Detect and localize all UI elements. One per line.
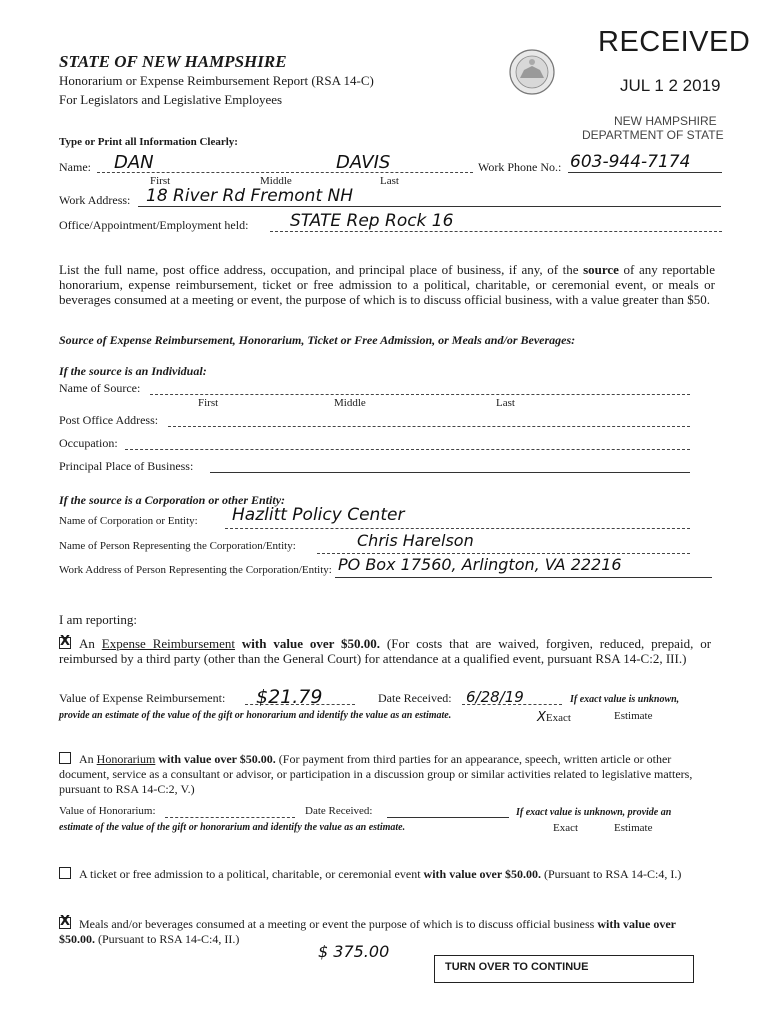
received-date: JUL 1 2 2019 xyxy=(620,76,721,95)
corporation-name-line xyxy=(225,528,690,529)
meals-value: $ 375.00 xyxy=(318,942,390,961)
representative-label: Name of Person Representing the Corporation/Entity: xyxy=(59,540,296,552)
office-line xyxy=(270,231,722,232)
turn-over-box xyxy=(434,955,694,983)
expense-checkbox[interactable] xyxy=(59,637,71,649)
form-subtitle-2: For Legislators and Legislative Employees xyxy=(59,92,283,107)
ticket-option: A ticket or free admission to a political, charitable, or ceremonial event with value over $50.00. (Pursuant to RSA 14-C:4, I.) xyxy=(59,867,711,882)
turn-over-text: TURN OVER TO CONTINUE xyxy=(445,961,589,973)
honorarium-unknown-note: If exact value is unknown, provide an xyxy=(516,807,672,818)
instructions: Type or Print all Information Clearly: xyxy=(59,136,238,148)
last-label: Last xyxy=(380,175,399,187)
honorarium-date-label: Date Received: xyxy=(305,805,373,817)
honorarium-estimate-option[interactable]: Estimate xyxy=(614,822,653,834)
meals-checkbox[interactable] xyxy=(59,917,71,929)
first-name-value: DAN xyxy=(114,152,154,173)
stamp-dept-line2: DEPARTMENT OF STATE xyxy=(582,128,724,142)
honorarium-checkbox[interactable] xyxy=(59,752,71,764)
occupation-line xyxy=(125,449,690,450)
work-address-line xyxy=(138,206,721,207)
expense-date-value: 6/28/19 xyxy=(466,688,524,706)
last-name-value: DAVIS xyxy=(336,152,391,173)
source-name-label: Name of Source: xyxy=(59,381,141,395)
rep-address-line xyxy=(335,577,712,578)
expense-unknown-note: If exact value is unknown, xyxy=(570,694,680,705)
representative-line xyxy=(317,553,690,554)
po-address-label: Post Office Address: xyxy=(59,413,159,427)
work-address-value: 18 River Rd Fremont NH xyxy=(146,186,354,206)
expense-option: XAn Expense Reimbursement with value over $50.00. (For costs that are waived, forgiven, reduced, prepaid, or reimbursed by a third party (other than the General Court) for attendance at a qualified event, pursuant RSA 14-C:2, III.) xyxy=(59,636,711,666)
principal-place-label: Principal Place of Business: xyxy=(59,459,194,473)
individual-heading: If the source is an Individual: xyxy=(59,364,207,378)
office-value: STATE Rep Rock 16 xyxy=(290,211,454,231)
corporation-heading: If the source is a Corporation or other Entity: xyxy=(59,493,286,507)
corporation-name-value: Hazlitt Policy Center xyxy=(232,505,405,525)
expense-estimate-note: provide an estimate of the value of the gift or honorarium and identify the value as an estimate. xyxy=(59,710,452,721)
honorarium-value-line xyxy=(165,817,295,818)
source-heading: Source of Expense Reimbursement, Honorarium, Ticket or Free Admission, or Meals and/or Beverages: xyxy=(59,333,576,347)
ticket-checkbox[interactable] xyxy=(59,867,71,879)
representative-value: Chris Harelson xyxy=(357,531,474,550)
work-phone-line xyxy=(568,172,722,173)
expense-exact-option[interactable]: XExact xyxy=(537,710,571,725)
meals-option: XMeals and/or beverages consumed at a meeting or event the purpose of which is to discuss official business with value over $50.00. (Pursuant to RSA 14-C:4, II.) xyxy=(59,917,711,947)
honorarium-value-label: Value of Honorarium: xyxy=(59,805,156,817)
received-stamp: RECEIVED xyxy=(598,26,751,58)
work-phone-label: Work Phone No.: xyxy=(478,160,562,174)
source-name-line xyxy=(150,394,690,395)
po-address-line xyxy=(168,426,690,427)
reporting-label: I am reporting: xyxy=(59,612,137,627)
rep-address-label: Work Address of Person Representing the Corporation/Entity: xyxy=(59,564,332,576)
rep-address-value: PO Box 17560, Arlington, VA 22216 xyxy=(338,555,622,574)
stamp-dept-line1: NEW HAMPSHIRE xyxy=(614,114,717,128)
honorarium-date-line xyxy=(387,817,509,818)
office-label: Office/Appointment/Employment held: xyxy=(59,218,249,232)
honorarium-option: An Honorarium with value over $50.00. (For payment from third parties for an appearance, speech, written article or other document, service as a consultant or advisor, or participation in a discussion group or similar activities related to legislative matters, pursuant to RSA 14-C:2, V.) xyxy=(59,752,693,796)
source-first-label: First xyxy=(198,397,219,409)
corporation-name-label: Name of Corporation or Entity: xyxy=(59,515,198,527)
name-label: Name: xyxy=(59,160,91,174)
state-seal xyxy=(508,48,556,101)
middle-label: Middle xyxy=(260,175,292,187)
expense-value: $21.79 xyxy=(256,686,323,708)
first-label: First xyxy=(150,175,171,187)
form-subtitle: Honorarium or Expense Reimbursement Report (RSA 14-C) xyxy=(59,73,374,88)
honorarium-estimate-note: estimate of the value of the gift or honorarium and identify the value as an estimate. xyxy=(59,822,406,833)
principal-place-line xyxy=(210,472,690,473)
expense-estimate-option[interactable]: Estimate xyxy=(614,710,653,722)
work-address-label: Work Address: xyxy=(59,193,131,207)
source-middle-label: Middle xyxy=(334,397,366,409)
expense-value-label: Value of Expense Reimbursement: xyxy=(59,691,226,705)
expense-date-label: Date Received: xyxy=(378,691,452,705)
work-phone-value: 603-944-7174 xyxy=(570,152,691,172)
occupation-label: Occupation: xyxy=(59,436,118,450)
source-last-label: Last xyxy=(496,397,515,409)
list-instructions: List the full name, post office address, occupation, and principal place of business, if any, of the source of any reportable honorarium, expense reimbursement, ticket or free admission to a political, charitable, or ceremonial event, or meals or beverages consumed at a meeting or event, the purpose of which is to discuss official business, with a value greater than $50. xyxy=(59,262,715,307)
honorarium-exact-option[interactable]: Exact xyxy=(553,822,579,834)
form-title: STATE OF NEW HAMPSHIRE xyxy=(59,52,287,71)
